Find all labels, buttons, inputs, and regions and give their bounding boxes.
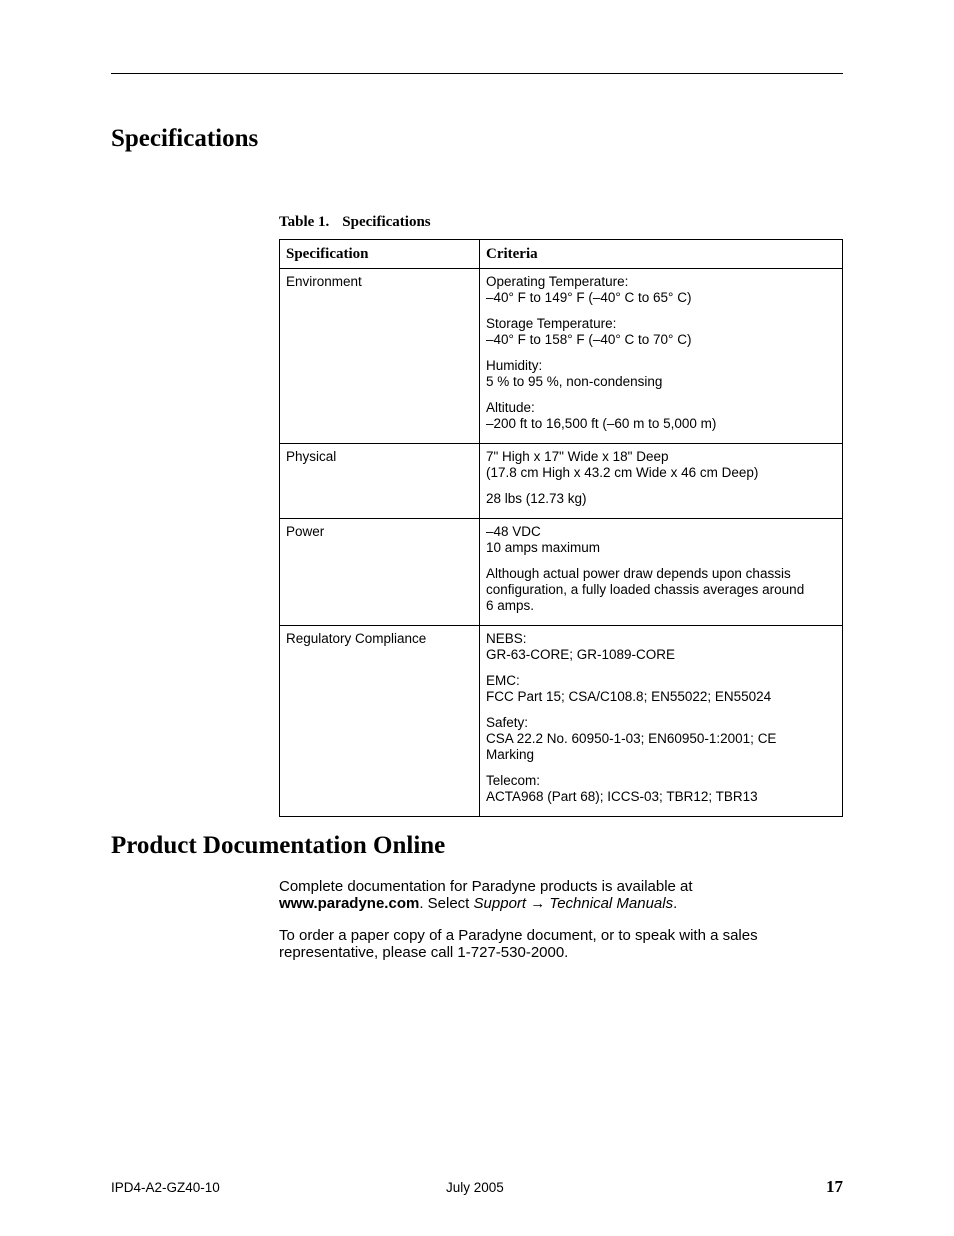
table-row bbox=[280, 626, 843, 817]
spec-name-cell: Environment bbox=[280, 269, 480, 444]
documentation-paragraph bbox=[279, 878, 819, 912]
criteria-entry bbox=[486, 566, 836, 614]
header-rule bbox=[111, 73, 843, 74]
table-caption-title: Specifications bbox=[342, 214, 431, 230]
criteria-line: Storage Temperature: bbox=[486, 316, 617, 331]
select-text: . Select bbox=[419, 895, 474, 912]
table-row bbox=[280, 269, 843, 444]
spec-name-cell: Regulatory Compliance bbox=[280, 626, 480, 817]
criteria-line: 10 amps maximum bbox=[486, 540, 601, 555]
table-header-row bbox=[280, 240, 843, 269]
column-header-specification: Specification bbox=[280, 240, 480, 269]
criteria-line: 6 amps. bbox=[486, 598, 535, 613]
criteria-entry bbox=[486, 673, 836, 705]
spec-name-cell: Physical bbox=[280, 444, 480, 519]
criteria-line: Humidity: bbox=[486, 358, 543, 373]
criteria-line: Altitude: bbox=[486, 400, 535, 415]
footer-page-number: 17 bbox=[826, 1177, 843, 1196]
criteria-entry bbox=[486, 631, 836, 663]
sentence-end: . bbox=[673, 895, 678, 912]
footer-date: July 2005 bbox=[446, 1180, 504, 1195]
criteria-cell bbox=[480, 626, 843, 817]
criteria-entry bbox=[486, 715, 836, 763]
criteria-entry bbox=[486, 491, 836, 507]
criteria-entry bbox=[486, 524, 836, 556]
criteria-entry bbox=[486, 274, 836, 306]
criteria-line: Operating Temperature: bbox=[486, 274, 629, 289]
criteria-line: FCC Part 15; CSA/C108.8; EN55022; EN55024 bbox=[486, 689, 772, 704]
table-row bbox=[280, 444, 843, 519]
criteria-line: EMC: bbox=[486, 673, 520, 688]
criteria-line: Safety: bbox=[486, 715, 529, 730]
criteria-cell bbox=[480, 519, 843, 626]
criteria-line: CSA 22.2 No. 60950-1-03; EN60950-1:2001; CE bbox=[486, 731, 777, 746]
table-caption bbox=[279, 213, 431, 231]
table-body bbox=[280, 269, 843, 817]
criteria-cell bbox=[480, 269, 843, 444]
criteria-cell bbox=[480, 444, 843, 519]
criteria-line: 28 lbs (12.73 kg) bbox=[486, 491, 587, 506]
criteria-entry bbox=[486, 400, 836, 432]
order-paragraph: To order a paper copy of a Paradyne document, or to speak with a sales representative, please call 1-727-530-2000. bbox=[279, 927, 758, 961]
criteria-line: configuration, a fully loaded chassis averages around bbox=[486, 582, 805, 597]
criteria-line: –48 VDC bbox=[486, 524, 541, 539]
criteria-line: –40° F to 158° F (–40° C to 70° C) bbox=[486, 332, 692, 347]
menu-technical-manuals: Technical Manuals bbox=[549, 895, 674, 912]
criteria-line: ACTA968 (Part 68); ICCS-03; TBR12; TBR13 bbox=[486, 789, 758, 804]
documentation-intro: Complete documentation for Paradyne products is available at bbox=[279, 878, 693, 895]
criteria-line: Although actual power draw depends upon chassis bbox=[486, 566, 791, 581]
column-header-criteria: Criteria bbox=[480, 240, 843, 269]
criteria-line: 7" High x 17" Wide x 18" Deep bbox=[486, 449, 669, 464]
spec-name-cell: Power bbox=[280, 519, 480, 626]
menu-support: Support bbox=[473, 895, 527, 912]
section-title-specifications: Specifications bbox=[111, 125, 259, 152]
arrow-icon: → bbox=[526, 895, 550, 912]
criteria-entry bbox=[486, 449, 836, 481]
criteria-line: NEBS: bbox=[486, 631, 527, 646]
criteria-line: –200 ft to 16,500 ft (–60 m to 5,000 m) bbox=[486, 416, 717, 431]
footer-doc-number: IPD4-A2-GZ40-10 bbox=[111, 1180, 220, 1195]
criteria-line: Telecom: bbox=[486, 773, 541, 788]
criteria-entry bbox=[486, 316, 836, 348]
criteria-line: (17.8 cm High x 43.2 cm Wide x 46 cm Deep) bbox=[486, 465, 759, 480]
criteria-line: –40° F to 149° F (–40° C to 65° C) bbox=[486, 290, 692, 305]
criteria-line: GR-63-CORE; GR-1089-CORE bbox=[486, 647, 676, 662]
table-row bbox=[280, 519, 843, 626]
paradyne-url-link[interactable]: www.paradyne.com bbox=[279, 895, 420, 912]
criteria-line: 5 % to 95 %, non-condensing bbox=[486, 374, 663, 389]
criteria-entry bbox=[486, 773, 836, 805]
table-caption-number: Table 1. bbox=[279, 214, 330, 230]
criteria-line: Marking bbox=[486, 747, 535, 762]
specifications-table bbox=[279, 239, 843, 817]
criteria-entry bbox=[486, 358, 836, 390]
section-title-documentation: Product Documentation Online bbox=[111, 832, 446, 859]
